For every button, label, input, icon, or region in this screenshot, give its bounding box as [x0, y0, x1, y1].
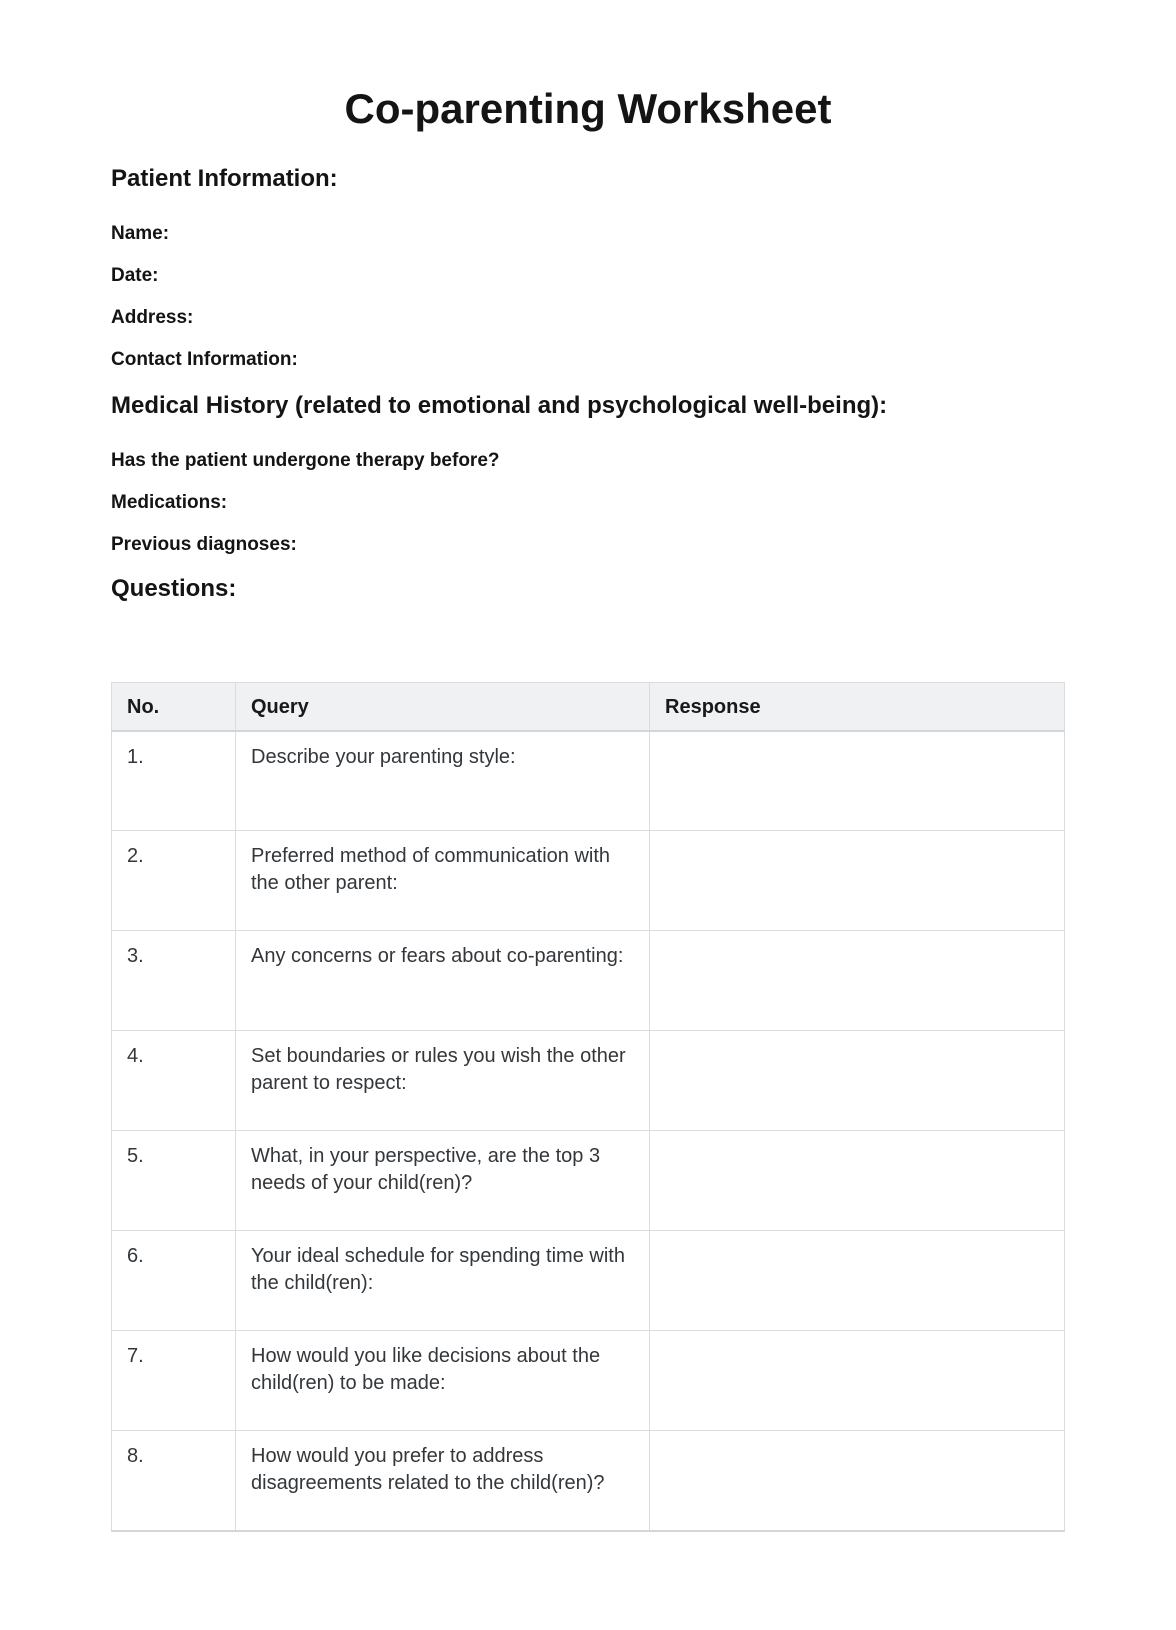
field-medications-label: Medications: — [111, 492, 228, 514]
field-therapy-question-label: Has the patient undergone therapy before? — [111, 450, 500, 472]
table-row — [112, 831, 1065, 931]
table-row — [112, 1431, 1065, 1531]
field-address-label: Address: — [111, 307, 194, 329]
column-header-query: Query — [236, 683, 650, 731]
section-heading-medical-history: Medical History (related to emotional and psychological well-being): — [111, 392, 888, 420]
cell-query: How would you prefer to address disagreements related to the child(ren)? — [236, 1431, 650, 1531]
cell-response — [650, 1431, 1065, 1531]
cell-no: 5. — [112, 1131, 236, 1231]
cell-no: 7. — [112, 1331, 236, 1431]
cell-query: What, in your perspective, are the top 3 needs of your child(ren)? — [236, 1131, 650, 1231]
cell-response — [650, 1231, 1065, 1331]
cell-no: 3. — [112, 931, 236, 1031]
cell-no: 4. — [112, 1031, 236, 1131]
questions-table — [111, 682, 1065, 1532]
table-row — [112, 931, 1065, 1031]
cell-response — [650, 1131, 1065, 1231]
cell-query: How would you like decisions about the child(ren) to be made: — [236, 1331, 650, 1431]
cell-response — [650, 1031, 1065, 1131]
table-row — [112, 731, 1065, 831]
field-date-label: Date: — [111, 265, 159, 287]
cell-query: Set boundaries or rules you wish the other parent to respect: — [236, 1031, 650, 1131]
table-header-row — [112, 683, 1065, 731]
cell-query: Describe your parenting style: — [236, 731, 650, 831]
column-header-no: No. — [112, 683, 236, 731]
cell-no: 1. — [112, 731, 236, 831]
table-row — [112, 1131, 1065, 1231]
table-row — [112, 1231, 1065, 1331]
cell-query: Your ideal schedule for spending time with the child(ren): — [236, 1231, 650, 1331]
field-contact-information-label: Contact Information: — [111, 349, 298, 371]
field-name-label: Name: — [111, 223, 170, 245]
table-row — [112, 1331, 1065, 1431]
column-header-response: Response — [650, 683, 1065, 731]
cell-response — [650, 831, 1065, 931]
cell-no: 8. — [112, 1431, 236, 1531]
table-row — [112, 1031, 1065, 1131]
cell-no: 2. — [112, 831, 236, 931]
section-heading-patient-information: Patient Information: — [111, 165, 338, 193]
section-heading-questions: Questions: — [111, 575, 237, 603]
cell-response — [650, 931, 1065, 1031]
cell-response — [650, 1331, 1065, 1431]
cell-query: Preferred method of communication with the other parent: — [236, 831, 650, 931]
field-previous-diagnoses-label: Previous diagnoses: — [111, 534, 297, 556]
cell-no: 6. — [112, 1231, 236, 1331]
cell-query: Any concerns or fears about co-parenting: — [236, 931, 650, 1031]
page-title: Co-parenting Worksheet — [344, 85, 832, 132]
cell-response — [650, 731, 1065, 831]
